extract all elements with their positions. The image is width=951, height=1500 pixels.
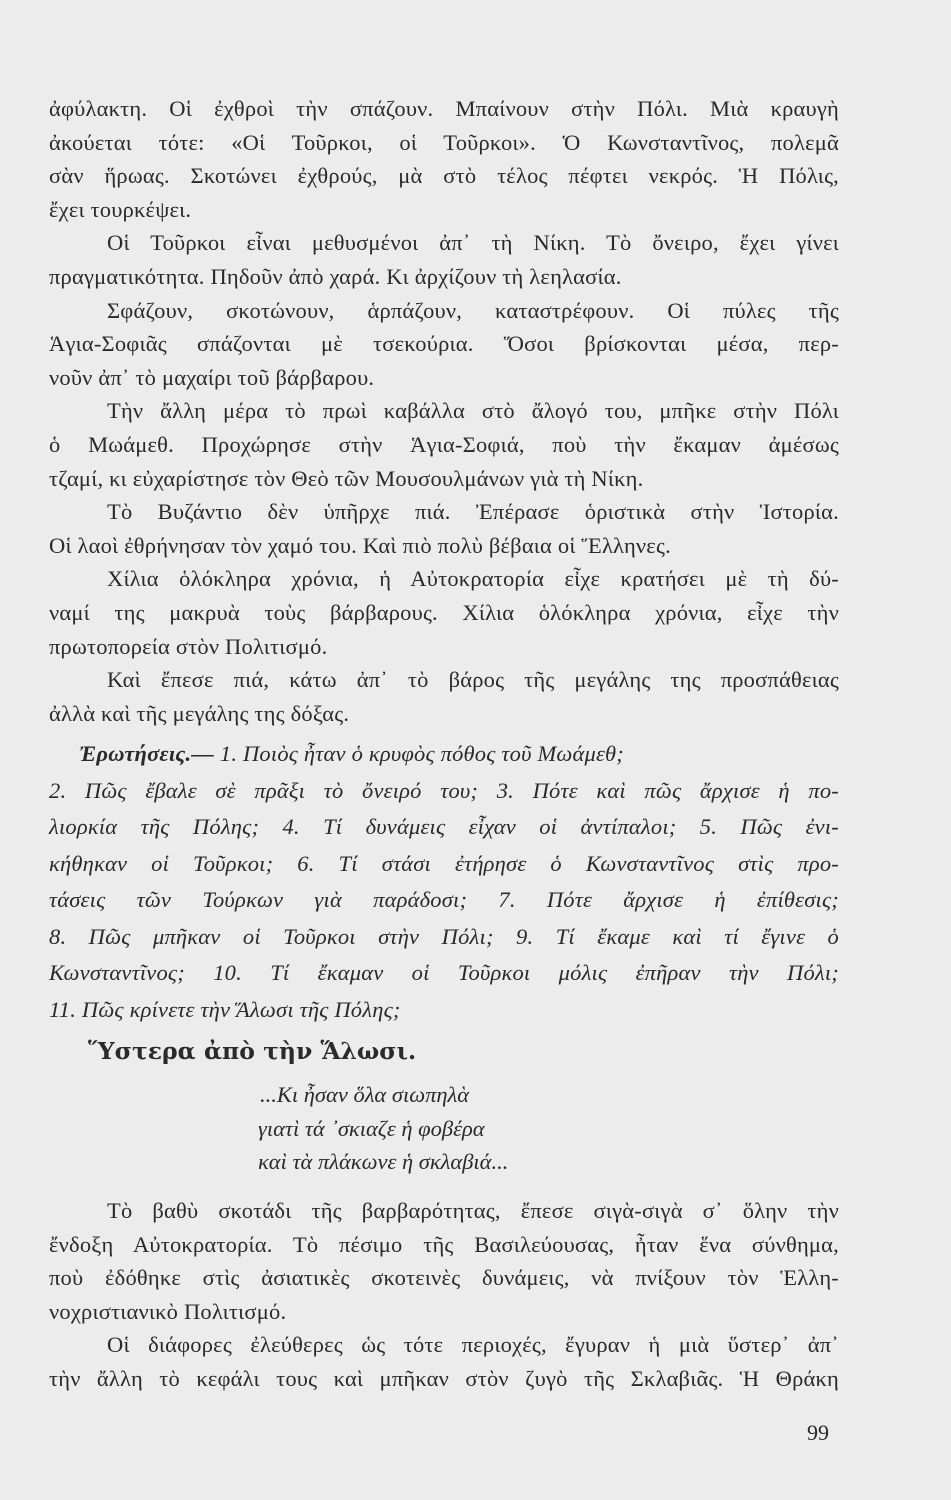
text-line: Καὶ ἔπεσε πιά, κάτω ἀπ᾽ τὸ βάρος τῆς μεγάλης της προσπάθειας [107, 667, 839, 693]
question-line: 11. Πῶς κρίνετε τὴν Ἅλωσι τῆς Πόλης; [49, 996, 401, 1022]
section-heading: Ὕστερα ἀπὸ τὴν Ἅλωσι. [88, 1037, 417, 1065]
text-line: Χίλια ὁλόκληρα χρόνια, ἡ Αὐτοκρατορία εἶχε κρατήσει μὲ τὴ δύ- [107, 566, 839, 592]
question-text: 1. Ποιὸς ἦταν ὁ κρυφὸς πόθος τοῦ Μωάμεθ; [214, 741, 624, 766]
body-text-part1 [49, 92, 839, 730]
text-line: Σφάζουν, σκοτώνουν, ἁρπάζουν, καταστρέφουν. Οἱ πύλες τῆς [107, 297, 839, 323]
question-line: Κωνσταντῖνος; 10. Τί ἔκαμαν οἱ Τοῦρκοι μόλις ἐπῆραν τὴν Πόλι; [49, 960, 839, 985]
text-line: ἀφύλακτη. Οἱ ἐχθροὶ τὴν σπάζουν. Μπαίνουν στὴν Πόλι. Μιὰ κραυγὴ [49, 96, 839, 121]
text-line: Οἱ Τοῦρκοι εἶναι μεθυσμένοι ἀπ᾽ τὴ Νίκη. Τὸ ὄνειρο, ἔχει γίνει [107, 230, 839, 256]
question-line: 2. Πῶς ἔβαλε σὲ πρᾶξι τὸ ὄνειρό του; 3. Πότε καὶ πῶς ἄρχισε ἡ πο- [49, 777, 839, 803]
text-line: σὰν ἥρωας. Σκοτώνει ἐχθρούς, μὰ στὸ τέλος πέφτει νεκρός. Ἡ Πόλις, [49, 163, 839, 189]
text-line: τὴν ἄλλη τὸ κεφάλι τους καὶ μπῆκαν στὸν ζυγὸ τῆς Σκλαβιᾶς. Ἡ Θράκη [49, 1365, 839, 1391]
body-text-part2 [49, 1194, 839, 1396]
text-line: τζαμί, κι εὐχαρίστησε τὸν Θεὸ τῶν Μουσουλμάνων γιὰ τὴ Νίκη. [49, 465, 644, 491]
text-line: Τὸ Βυζάντιο δὲν ὑπῆρχε πιά. Ἐπέρασε ὁριστικὰ στὴν Ἱστορία. [107, 499, 839, 525]
text-line: Τὸ βαθὺ σκοτάδι τῆς βαρβαρότητας, ἔπεσε σιγὰ-σιγὰ σ᾽ ὅλην τὴν [107, 1198, 839, 1223]
questions-label: Ἐρωτήσεις.— [79, 741, 215, 766]
poem-line: ...Κι ἦσαν ὅλα σιωπηλὰ [260, 1082, 470, 1107]
page-number: 99 [807, 1420, 829, 1445]
text-line: Οἱ διάφορες ἐλεύθερες ὡς τότε περιοχές, ἔγυραν ἡ μιὰ ὕστερ᾽ ἀπ᾽ [107, 1332, 839, 1358]
question-line [49, 736, 839, 773]
text-line: νοχριστιανικὸ Πολιτισμό. [49, 1298, 287, 1324]
poem-line: καὶ τὰ πλάκωνε ἡ σκλαβιά... [258, 1149, 509, 1175]
text-line: Οἱ λαοὶ ἐθρήνησαν τὸν χαμό του. Καὶ πιὸ πολὺ βέβαια οἱ Ἕλληνες. [49, 532, 671, 558]
text-line: ἔνδοξη Αὐτοκρατορία. Τὸ πέσιμο τῆς Βασιλεύουσας, ἦταν ἕνα σύνθημα, [49, 1231, 839, 1257]
text-line: πρωτοπορεία στὸν Πολιτισμό. [49, 633, 328, 659]
text-line: Τὴν ἄλλη μέρα τὸ πρωὶ καβάλλα στὸ ἄλογό του, μπῆκε στὴν Πόλι [107, 398, 839, 424]
questions-section [49, 736, 839, 1028]
question-line: κήθηκαν οἱ Τοῦρκοι; 6. Τί στάσι ἐτήρησε ὁ Κωνσταντῖνος στὶς προ- [49, 850, 839, 876]
text-line: ἀλλὰ καὶ τῆς μεγάλης της δόξας. [49, 700, 350, 726]
question-line: 8. Πῶς μπῆκαν οἱ Τοῦρκοι στὴν Πόλι; 9. Τί ἔκαμε καὶ τί ἔγινε ὁ [49, 923, 839, 949]
text-line: ἀκούεται τότε: «Οἱ Τοῦρκοι, οἱ Τοῦρκοι». Ὁ Κωνσταντῖνος, πολεμᾶ [49, 129, 839, 155]
poem-line: γιατὶ τά ᾽σκιαζε ἡ φοβέρα [258, 1115, 485, 1141]
question-line: λιορκία τῆς Πόλης; 4. Τί δυνάμεις εἶχαν οἱ ἀντίπαλοι; 5. Πῶς ἐνι- [49, 814, 839, 839]
question-line: τάσεις τῶν Τούρκων γιὰ παράδοσι; 7. Πότε ἄρχισε ἡ ἐπίθεσις; [49, 887, 839, 912]
poem-excerpt [258, 1078, 508, 1179]
text-line: νοῦν ἀπ᾽ τὸ μαχαίρι τοῦ βάρβαρου. [49, 364, 375, 390]
text-line: πραγματικότητα. Πηδοῦν ἀπὸ χαρά. Κι ἀρχίζουν τὴ λεηλασία. [49, 263, 622, 289]
text-line: ἔχει τουρκέψει. [49, 196, 192, 222]
text-line: Ἁγια-Σοφιᾶς σπάζονται μὲ τσεκούρια. Ὅσοι βρίσκονται μέσα, περ- [49, 331, 839, 357]
text-line: ποὺ ἐδόθηκε στὶς ἀσιατικὲς σκοτεινὲς δυνάμεις, νὰ πνίξουν τὸν Ἑλλη- [49, 1265, 839, 1291]
text-line: ὁ Μωάμεθ. Προχώρησε στὴν Ἁγια-Σοφιά, ποὺ τὴν ἔκαμαν ἀμέσως [49, 431, 839, 457]
text-line: ναμί της μακρυὰ τοὺς βάρβαρους. Χίλια ὁλόκληρα χρόνια, εἶχε τὴν [49, 599, 839, 625]
